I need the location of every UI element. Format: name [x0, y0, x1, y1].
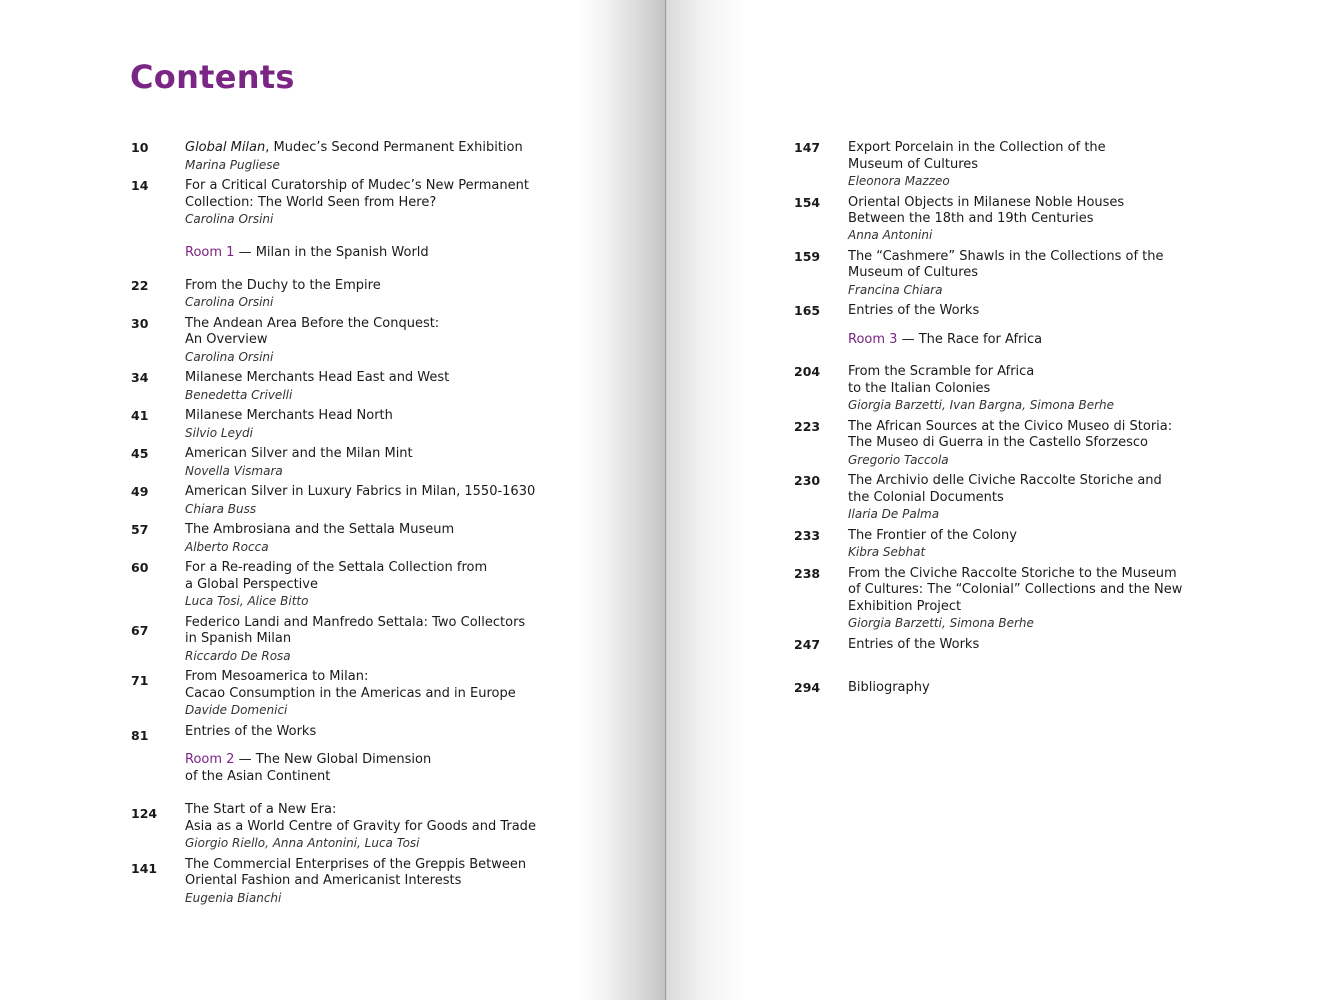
toc-entry[interactable]: [794, 303, 1194, 320]
page-number: 204: [794, 364, 821, 379]
entry-title-line: Milanese Merchants Head East and West: [185, 370, 450, 385]
page-number: 14: [131, 178, 149, 193]
toc-entry[interactable]: [131, 316, 551, 366]
entry-author: Eugenia Bianchi: [185, 890, 282, 905]
page-number: 124: [131, 806, 158, 821]
entry-title-line: to the Italian Colonies: [848, 380, 991, 396]
entry-title-italic: Global Milan: [185, 140, 266, 155]
entry-title-line: The Archivio delle Civiche Raccolte Storiche and: [848, 473, 1162, 488]
toc-entry[interactable]: [131, 615, 551, 665]
entry-title-line: Oriental Fashion and Americanist Interests: [185, 873, 462, 888]
entry-author: Carolina Orsini: [185, 212, 274, 223]
entry-author: Eleonora Mazzeo: [848, 174, 950, 188]
entry-author: Anna Antonini: [848, 228, 933, 242]
page-number: 41: [131, 408, 149, 423]
entry-title-line: Between the 18th and 19th Centuries: [848, 211, 1094, 223]
toc-entry[interactable]: [794, 249, 1194, 299]
toc-entry[interactable]: [794, 637, 1194, 654]
entry-title-line: From the Duchy to the Empire: [185, 277, 381, 293]
entry-title-line: From the Scramble for Africa: [848, 364, 1035, 379]
toc-column-left: [131, 140, 551, 911]
entry-title-line: The Commercial Enterprises of the Greppis Between: [185, 856, 527, 872]
entry-title-line: American Silver and the Milan Mint: [185, 446, 413, 461]
page-gutter-shadow: [580, 0, 666, 1000]
entry-author: Benedetta Crivelli: [185, 387, 293, 402]
entry-author: Giorgia Barzetti, Ivan Bargna, Simona Berhe: [848, 398, 1115, 412]
entry-title-line: The Start of a New Era:: [185, 802, 337, 817]
entry-title-line: Cacao Consumption in the Americas and in Europe: [185, 685, 516, 701]
page-number: 49: [131, 484, 149, 499]
toc-entry[interactable]: [131, 669, 551, 719]
entry-title-line: The African Sources at the Civico Museo di Storia:: [848, 418, 1173, 434]
entry-title-line: a Global Perspective: [185, 576, 318, 592]
page-number: 159: [794, 248, 821, 264]
entry-title-line: Oriental Objects in Milanese Noble Houses: [848, 194, 1125, 210]
toc-entry[interactable]: [794, 473, 1194, 523]
page-number: 294: [794, 680, 821, 695]
entry-author: Giorgia Barzetti, Simona Berhe: [848, 616, 1034, 630]
entry-author: Riccardo De Rosa: [185, 648, 291, 663]
entry-author: Chiara Buss: [185, 501, 257, 516]
entry-title-line: Milanese Merchants Head North: [185, 408, 393, 423]
page-number: 57: [131, 522, 149, 537]
entry-author: Francina Chiara: [848, 282, 943, 297]
entry-title-line: Export Porcelain in the Collection of the: [848, 140, 1106, 155]
page-number: 60: [131, 560, 149, 575]
room-separator: —: [234, 245, 256, 260]
entry-title-line: Asia as a World Centre of Gravity for Goods and Trade: [185, 818, 536, 834]
toc-entry[interactable]: [131, 802, 551, 852]
room-number: Room 3: [848, 331, 898, 347]
entry-title-line: From Mesoamerica to Milan:: [185, 669, 369, 684]
toc-entry[interactable]: [131, 278, 551, 311]
entry-title-line: the Colonial Documents: [848, 489, 1004, 505]
page-number: 34: [131, 370, 149, 385]
entry-title-rest: , Mudec’s Second Permanent Exhibition: [265, 140, 523, 155]
entry-author: Carolina Orsini: [185, 295, 274, 309]
toc-entry[interactable]: [794, 528, 1194, 561]
entry-title-line: The Frontier of the Colony: [848, 527, 1017, 543]
room-separator: —: [897, 331, 919, 347]
page-number: 141: [131, 860, 158, 876]
entry-title-line: From the Civiche Raccolte Storiche to the Museum: [848, 565, 1177, 581]
entry-author: Novella Vismara: [185, 463, 283, 478]
toc-column-right: [794, 140, 1194, 702]
entry-title-line: The Ambrosiana and the Settala Museum: [185, 522, 455, 537]
page-number: 67: [131, 622, 149, 638]
entry-title-line: Museum of Cultures: [848, 265, 979, 280]
room-title-line: of the Asian Continent: [185, 768, 331, 784]
toc-entry[interactable]: [131, 140, 551, 173]
toc-entry[interactable]: [794, 364, 1194, 414]
entry-author: Luca Tosi, Alice Bitto: [185, 594, 309, 608]
entry-title-line: Entries of the Works: [185, 723, 317, 739]
entry-title-line: For a Critical Curatorship of Mudec’s New Permanent: [185, 178, 529, 193]
entry-title-line: in Spanish Milan: [185, 631, 292, 646]
room-title: The New Global Dimension: [255, 752, 432, 767]
page-title: Contents: [130, 58, 295, 96]
room-title: The Race for Africa: [918, 331, 1043, 347]
room-heading: [131, 245, 551, 262]
page-number: 165: [794, 303, 821, 318]
page-number: 247: [794, 636, 821, 652]
entry-author: Marina Pugliese: [185, 157, 280, 172]
toc-entry[interactable]: [131, 178, 551, 223]
page-number: 81: [131, 727, 149, 743]
page-number: 154: [794, 194, 821, 210]
toc-entry[interactable]: [131, 522, 551, 555]
entry-title-line: of Cultures: The “Colonial” Collections and the New: [848, 582, 1183, 597]
page-number: 230: [794, 473, 821, 488]
entry-title-line: Entries of the Works: [848, 303, 980, 318]
entry-title-line: An Overview: [185, 332, 268, 347]
page-number: 30: [131, 315, 149, 331]
room-number: Room 2: [185, 752, 235, 767]
page-number: 10: [131, 140, 149, 155]
entry-title-line: American Silver in Luxury Fabrics in Milan, 1550-1630: [185, 484, 536, 499]
entry-title-line: For a Re-reading of the Settala Collection from: [185, 560, 488, 575]
toc-entry[interactable]: [131, 370, 551, 403]
toc-entry[interactable]: [794, 566, 1194, 632]
toc-entry[interactable]: [131, 484, 551, 517]
toc-entry[interactable]: [794, 140, 1194, 190]
page-number: 22: [131, 277, 149, 293]
toc-entry[interactable]: [131, 724, 551, 741]
toc-entry[interactable]: [131, 446, 551, 479]
entry-author: Alberto Rocca: [185, 539, 269, 554]
entry-author: Giorgio Riello, Anna Antonini, Luca Tosi: [185, 836, 420, 850]
room-heading: [794, 332, 1194, 349]
entry-title-line: Museum of Cultures: [848, 156, 979, 172]
entry-title-line: The Andean Area Before the Conquest:: [185, 315, 440, 331]
entry-title-line: Entries of the Works: [848, 636, 980, 652]
page-number: 223: [794, 418, 821, 434]
page-number: 233: [794, 527, 821, 543]
toc-entry[interactable]: [794, 680, 1194, 697]
entry-title-line: Federico Landi and Manfredo Settala: Two Collectors: [185, 614, 526, 630]
room-number: Room 1: [185, 245, 235, 260]
room-title: Milan in the Spanish World: [255, 245, 429, 260]
toc-entry[interactable]: [794, 419, 1194, 469]
entry-title-line: The “Cashmere” Shawls in the Collections of the: [848, 248, 1164, 264]
entry-title-line: Collection: The World Seen from Here?: [185, 194, 437, 210]
entry-title: [185, 140, 551, 157]
page-number: 71: [131, 673, 149, 688]
room-separator: —: [234, 752, 256, 767]
page-number: 238: [794, 565, 821, 581]
entry-author: Davide Domenici: [185, 703, 288, 717]
entry-author: Ilaria De Palma: [848, 507, 940, 521]
toc-entry[interactable]: [131, 408, 551, 441]
toc-entry[interactable]: [131, 560, 551, 610]
toc-entry[interactable]: [131, 857, 551, 907]
entry-author: Silvio Leydi: [185, 425, 253, 440]
entry-author: Gregorio Taccola: [848, 452, 949, 467]
entry-author: Kibra Sebhat: [848, 545, 926, 559]
entry-title-line: The Museo di Guerra in the Castello Sforzesco: [848, 435, 1148, 450]
room-heading: [131, 752, 551, 785]
page-number: 147: [794, 140, 821, 155]
entry-author: Carolina Orsini: [185, 349, 274, 364]
page-gutter-shadow-right: [667, 0, 747, 1000]
entry-title-line: Bibliography: [848, 680, 930, 695]
entry-title-line: Exhibition Project: [848, 598, 962, 614]
page-number: 45: [131, 446, 149, 461]
toc-entry[interactable]: [794, 195, 1194, 244]
